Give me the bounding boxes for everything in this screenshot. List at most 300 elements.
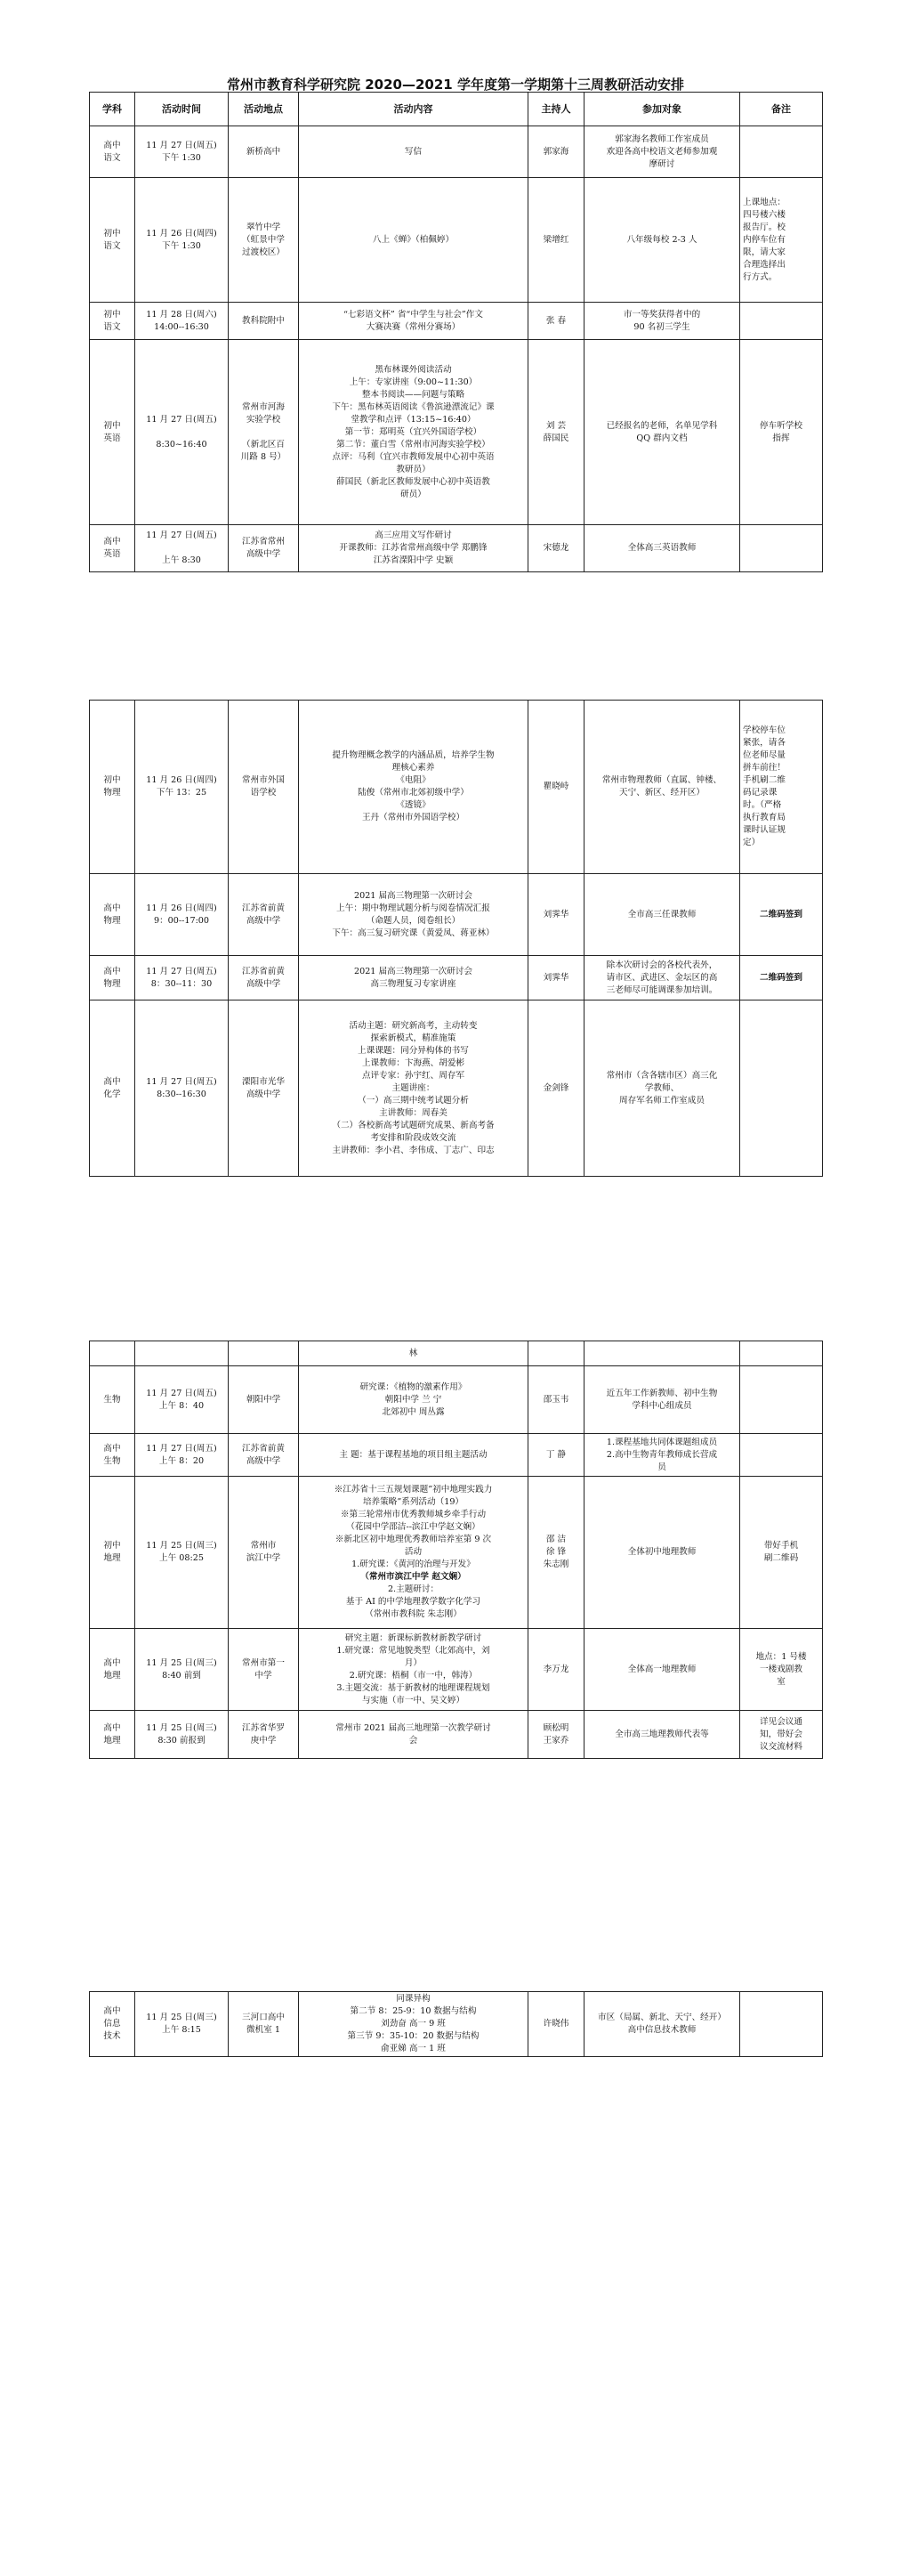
- time-text: 上午 08:25: [159, 1553, 204, 1563]
- content-text: （常州市滨江中学 赵文娴）: [360, 1572, 466, 1582]
- subject-text: 语文: [103, 152, 121, 163]
- content-cell: [299, 340, 528, 525]
- participants-cell: [584, 303, 740, 340]
- content-text: 主题讲座：: [391, 1082, 435, 1093]
- content-text: ※第三轮常州市优秀教师城乡牵手行动: [340, 1510, 487, 1519]
- column-header: 活动地点: [229, 93, 299, 126]
- participants-cell: [584, 1629, 740, 1711]
- subject-text: 地理: [103, 1735, 121, 1746]
- content-text: 3.主题交流：基于新教材的地理课程规划: [336, 1682, 490, 1693]
- note-cell: [740, 126, 823, 178]
- subject-cell: [90, 1711, 135, 1759]
- subject-cell: [90, 701, 135, 874]
- time-text: 11 月 28 日(周六): [146, 309, 217, 320]
- content-cell: [299, 701, 528, 874]
- content-text: 第三节 9：35-10：20 数据与结构: [347, 2031, 480, 2041]
- content-text: 堂教学和点评（13:15~16:40）: [351, 414, 476, 425]
- host-text: 张 春: [545, 315, 567, 326]
- note-text: 定）: [743, 838, 761, 847]
- note-cell: [740, 178, 823, 303]
- time-text: 11 月 25 日(周三): [146, 1657, 217, 1668]
- time-text: 8:30 前报到: [157, 1735, 206, 1746]
- subject-text: 高中: [103, 1443, 121, 1454]
- schedule-table-2: [89, 700, 823, 1177]
- subject-cell: [90, 1366, 135, 1434]
- place-text: 微机室 1: [246, 2025, 280, 2035]
- note-cell: [740, 1711, 823, 1759]
- table-row: [90, 525, 823, 572]
- note-text: 位老师尽量: [743, 750, 786, 760]
- content-text: 会: [408, 1735, 418, 1746]
- blank-cell: [90, 1341, 135, 1366]
- content-cell: [299, 1341, 528, 1366]
- content-text: 整本书阅读——问题与策略: [361, 389, 465, 400]
- place-text: （新北区百: [242, 439, 285, 450]
- note-text: 停车听学校: [760, 420, 802, 431]
- subject-text: 物理: [103, 978, 121, 989]
- subject-text: 高中: [103, 537, 121, 547]
- place-text: 高级中学: [246, 1089, 281, 1099]
- note-text: 拼车前往！: [743, 763, 786, 773]
- note-text: 执行教育局: [743, 813, 786, 822]
- place-cell: [229, 178, 299, 303]
- content-text: 1.研究课：《黄河的治理与开发》: [351, 1559, 475, 1569]
- participants-text: 已经报名的老师，名单见学科: [606, 420, 718, 431]
- blank-cell: [229, 1341, 299, 1366]
- note-cell: [740, 1434, 823, 1477]
- content-text: 第二节 8：25-9：10 数据与结构: [350, 2006, 477, 2016]
- note-text: 行方式。: [743, 271, 778, 282]
- place-cell: [229, 956, 299, 1000]
- time-text: 11 月 26 日(周四): [146, 903, 217, 913]
- content-text: （常州市教科院 朱志刚）: [365, 1609, 462, 1619]
- table-row: [90, 340, 823, 525]
- column-header: 学科: [90, 93, 135, 126]
- content-cell: [299, 303, 528, 340]
- participants-text: 学教师、: [644, 1082, 680, 1093]
- content-cell: [299, 126, 528, 178]
- content-text: 上午：期中物理试题分析与阅卷情况汇报: [336, 903, 490, 913]
- place-cell: [229, 874, 299, 956]
- note-text: 上课地点：: [743, 197, 786, 207]
- table-header-row: [90, 93, 823, 126]
- time-text: [138, 426, 225, 439]
- host-text: 邵 洁: [545, 1535, 567, 1544]
- participants-text: 周存军名师工作室成员: [619, 1095, 705, 1106]
- host-text: 邵玉韦: [543, 1394, 569, 1405]
- host-cell: [528, 1000, 584, 1177]
- place-text: 常州市河海: [242, 401, 285, 412]
- note-text: 码记录课: [743, 788, 778, 798]
- note-cell: [740, 340, 823, 525]
- subject-cell: [90, 1434, 135, 1477]
- host-cell: [528, 303, 584, 340]
- time-text: 11 月 27 日(周五): [146, 414, 217, 425]
- content-text: （一）高三期中统考试题分析: [358, 1095, 469, 1106]
- note-text: 详见会议通: [760, 1716, 802, 1727]
- host-cell: [528, 126, 584, 178]
- host-text: 瞿晓峙: [543, 782, 569, 791]
- participants-cell: [584, 874, 740, 956]
- note-text: 室: [777, 1676, 786, 1687]
- participants-text: 近五年工作新教师、初中生物: [606, 1388, 718, 1398]
- place-text: 江苏省前黄: [242, 903, 285, 913]
- time-cell: [135, 126, 229, 178]
- time-text: 11 月 27 日(周五): [146, 1076, 217, 1087]
- note-text: 一楼戏剧教: [760, 1664, 802, 1674]
- place-cell: [229, 1366, 299, 1434]
- table-row: [90, 1341, 823, 1366]
- content-text: 《透镜》: [396, 800, 431, 810]
- content-cell: [299, 1000, 528, 1177]
- place-text: 翠竹中学: [246, 222, 281, 232]
- participants-cell: [584, 1000, 740, 1177]
- participants-text: 常州市物理教师（直属、钟楼、: [601, 775, 722, 785]
- time-text: 上午 8：20: [158, 1455, 205, 1466]
- participants-text: 2.高中生物青年教师成长营成: [606, 1449, 718, 1460]
- place-text: （虹景中学: [242, 234, 285, 245]
- host-text: 梁增红: [543, 234, 569, 245]
- place-text: 江苏省前黄: [242, 1443, 285, 1454]
- place-text: 常州市第一: [242, 1657, 285, 1668]
- host-text: 刘 芸: [545, 420, 567, 431]
- host-text: 郭家海: [543, 146, 569, 157]
- schedule-table-3: [89, 1341, 823, 1759]
- table-row: [90, 1629, 823, 1711]
- note-text: 带好手机: [763, 1541, 799, 1551]
- content-text: 点评专家：孙宇红、周存军: [361, 1070, 465, 1081]
- content-text: 王丹（常州市外国语学校）: [361, 813, 465, 822]
- note-cell: [740, 1629, 823, 1711]
- content-text: 八上《蝉》（柏佩婷）: [372, 234, 455, 245]
- subject-text: 英语: [103, 549, 121, 559]
- place-cell: [229, 1711, 299, 1759]
- time-cell: [135, 340, 229, 525]
- note-text: 地点：1 号楼: [755, 1651, 807, 1662]
- note-text: 报告厅。校: [743, 222, 786, 232]
- column-header: 主持人: [528, 93, 584, 126]
- content-text: 下午：高三复习研究课（黄爱凤、蒋亚林）: [332, 928, 495, 938]
- time-text: 14:00--16:30: [154, 321, 209, 332]
- place-text: 高级中学: [246, 1455, 281, 1466]
- place-cell: [229, 1629, 299, 1711]
- page-title: 常州市教育科学研究院 2020—2021 学年度第一学期第十三周教研活动安排: [227, 77, 684, 93]
- content-text: 高三物理复习专家讲座: [370, 978, 456, 989]
- host-cell: [528, 874, 584, 956]
- content-text: 研究主题：新课标新教材新教学研讨: [344, 1632, 482, 1643]
- content-text: 刘劲奋 高一 9 班: [381, 2019, 446, 2029]
- participants-text: 全市高三地理教师代表等: [615, 1729, 709, 1739]
- time-cell: [135, 303, 229, 340]
- place-text: 三河口高中: [242, 2013, 285, 2022]
- subject-text: 技术: [103, 2031, 121, 2041]
- place-text: 江苏省华罗: [242, 1722, 285, 1733]
- content-text: 林: [408, 1348, 418, 1358]
- content-text: 开课教师：江苏省常州高级中学 郑鹏锋: [339, 543, 488, 553]
- participants-text: 郭家海名教师工作室成员: [615, 134, 709, 144]
- schedule-table-4: [89, 1991, 823, 2057]
- subject-cell: [90, 1629, 135, 1711]
- host-cell: [528, 1629, 584, 1711]
- time-cell: [135, 1629, 229, 1711]
- note-text: 紧张，请各: [743, 738, 786, 748]
- content-cell: [299, 1434, 528, 1477]
- time-cell: [135, 1000, 229, 1177]
- place-text: 常州市: [250, 1541, 277, 1551]
- host-cell: [528, 701, 584, 874]
- note-cell: [740, 525, 823, 572]
- content-text: 大赛决赛（常州分赛场）: [366, 321, 461, 332]
- time-cell: [135, 1477, 229, 1629]
- subject-text: 英语: [103, 433, 121, 443]
- content-text: 第二节：董白雪（常州市河海实验学校）: [336, 439, 490, 450]
- place-text: 新桥高中: [246, 146, 281, 157]
- time-text: 下午 1:30: [162, 152, 201, 163]
- content-cell: [299, 1711, 528, 1759]
- place-text: 教科院附中: [242, 315, 285, 326]
- time-text: 8:30~16:40: [156, 439, 207, 450]
- content-text: 提升物理概念教学的内涵品质，培养学生物: [332, 750, 495, 760]
- place-text: 实验学校: [246, 414, 281, 425]
- blank-cell: [135, 1341, 229, 1366]
- content-text: 下午：黑布林英语阅读《鲁滨逊漂流记》课: [332, 401, 495, 412]
- place-cell: [229, 1000, 299, 1177]
- time-text: 8:40 前到: [162, 1670, 201, 1681]
- subject-text: 高中: [103, 140, 121, 150]
- table-row: [90, 1434, 823, 1477]
- subject-text: 语文: [103, 240, 121, 251]
- participants-text: QQ 群内文档: [636, 433, 688, 443]
- subject-cell: [90, 126, 135, 178]
- subject-text: 高中: [103, 1076, 121, 1087]
- place-text: [231, 426, 295, 439]
- subject-text: 地理: [103, 1670, 121, 1681]
- subject-cell: [90, 1477, 135, 1629]
- schedule-table-1: [89, 92, 823, 572]
- host-text: 李万龙: [543, 1664, 569, 1674]
- note-cell: [740, 874, 823, 956]
- participants-cell: [584, 178, 740, 303]
- place-text: 江苏省前黄: [242, 966, 285, 976]
- content-text: 月）: [404, 1657, 423, 1668]
- time-text: [138, 542, 225, 555]
- subject-text: 高中: [103, 903, 121, 913]
- place-cell: [229, 1992, 299, 2057]
- content-text: 研员）: [400, 489, 426, 499]
- table-row: [90, 178, 823, 303]
- subject-cell: [90, 874, 135, 956]
- time-text: 9：00--17:00: [153, 915, 210, 926]
- content-text: 上午：专家讲座（9:00~11:30）: [349, 377, 478, 387]
- subject-text: 初中: [103, 775, 121, 785]
- place-cell: [229, 303, 299, 340]
- content-text: 《电阻》: [396, 775, 431, 785]
- table-row: [90, 1477, 823, 1629]
- note-text: 学校停车位: [743, 725, 786, 735]
- subject-text: 语文: [103, 321, 121, 332]
- subject-text: 信息: [103, 2019, 121, 2029]
- time-text: 11 月 26 日(周四): [146, 775, 217, 785]
- participants-text: 学科中心组成员: [632, 1400, 692, 1411]
- participants-cell: [584, 525, 740, 572]
- time-cell: [135, 956, 229, 1000]
- content-text: 2021 届高三物理第一次研讨会: [354, 966, 472, 976]
- content-text: 1.研究课：常见地貌类型（北郊高中，刘: [336, 1645, 490, 1656]
- content-text: 朝阳中学 兰 宁: [384, 1394, 442, 1405]
- host-text: 丁 静: [545, 1449, 567, 1460]
- content-text: 北郊初中 周丛露: [382, 1406, 445, 1417]
- content-cell: [299, 1366, 528, 1434]
- place-text: 江苏省常州: [242, 537, 285, 547]
- place-cell: [229, 525, 299, 572]
- participants-text: 八年级每校 2-3 人: [626, 234, 697, 245]
- content-cell: [299, 956, 528, 1000]
- time-text: 11 月 27 日(周五): [146, 1388, 217, 1398]
- place-text: 溧阳市光华: [242, 1076, 285, 1087]
- participants-text: 1.课程基地共同体课题组成员: [606, 1437, 718, 1447]
- place-text: 滨江中学: [246, 1553, 281, 1563]
- subject-text: 高中: [103, 2006, 121, 2016]
- participants-cell: [584, 340, 740, 525]
- time-text: 8:30--16:30: [157, 1089, 206, 1099]
- time-text: 上午 8:15: [162, 2025, 201, 2035]
- table-row: [90, 1366, 823, 1434]
- content-text: ※新北区初中地理优秀教师培养室第 9 次: [335, 1535, 492, 1544]
- participants-text: 全市高三任课教师: [627, 909, 697, 919]
- time-text: 11 月 27 日(周五): [146, 531, 217, 540]
- participants-text: 全体高一地理教师: [627, 1664, 697, 1674]
- subject-text: 初中: [103, 1541, 121, 1551]
- content-text: 研究课：《植物的激素作用》: [359, 1381, 467, 1392]
- participants-text: 高中信息技术教师: [627, 2025, 697, 2035]
- host-text: 许晓伟: [543, 2019, 569, 2029]
- blank-cell: [528, 1341, 584, 1366]
- content-text: 2.研究课：梧桐（市一中，韩涛）: [349, 1670, 478, 1681]
- time-text: 上午 8：40: [158, 1400, 205, 1411]
- participants-cell: [584, 1434, 740, 1477]
- place-text: 语学校: [250, 788, 277, 798]
- place-text: 过渡校区）: [242, 247, 285, 257]
- host-cell: [528, 525, 584, 572]
- participants-cell: [584, 1477, 740, 1629]
- place-cell: [229, 1477, 299, 1629]
- time-cell: [135, 874, 229, 956]
- note-text: 指挥: [772, 433, 790, 443]
- time-text: 11 月 25 日(周三): [146, 1722, 217, 1733]
- content-text: 同课异构: [396, 1994, 431, 2004]
- content-cell: [299, 874, 528, 956]
- note-text: 刷二维码: [763, 1553, 799, 1563]
- participants-text: 三老师尽可能调课参加培训。: [606, 984, 718, 995]
- subject-text: 初中: [103, 309, 121, 320]
- table-row: [90, 874, 823, 956]
- participants-text: 欢迎各高中校语文老师参加观: [606, 146, 718, 157]
- subject-text: 高中: [103, 1722, 121, 1733]
- table-row: [90, 1000, 823, 1177]
- time-cell: [135, 178, 229, 303]
- participants-cell: [584, 1992, 740, 2057]
- table-row: [90, 303, 823, 340]
- time-cell: [135, 525, 229, 572]
- host-cell: [528, 956, 584, 1000]
- note-text: 合理选择出: [743, 259, 786, 270]
- subject-text: 生物: [103, 1455, 121, 1466]
- note-text: 四号楼六楼: [743, 209, 786, 220]
- participants-text: 天宁、新区、经开区）: [619, 788, 705, 798]
- content-text: 主讲教师：周春美: [379, 1107, 447, 1118]
- blank-cell: [740, 1341, 823, 1366]
- content-text: 上课课题：同分异构体的书写: [358, 1045, 469, 1056]
- time-text: 11 月 25 日(周三): [146, 2013, 217, 2022]
- note-text: 议交流材料: [760, 1741, 802, 1752]
- time-text: 上午 8:30: [162, 555, 201, 565]
- content-cell: [299, 1992, 528, 2057]
- table-row: [90, 1711, 823, 1759]
- time-text: 11 月 25 日(周三): [146, 1541, 217, 1551]
- host-text: 宋德龙: [543, 543, 569, 553]
- content-text: 考安排和阶段成效交流: [370, 1132, 456, 1143]
- content-text: 上课教师：卞海燕、胡爱彬: [361, 1057, 465, 1068]
- content-text: 常州市 2021 届高三地理第一次教学研讨: [335, 1722, 491, 1733]
- time-text: 11 月 27 日(周五): [146, 966, 217, 976]
- subject-text: 地理: [103, 1553, 121, 1563]
- content-text: 与实施（市一中、吴文婷）: [361, 1695, 465, 1705]
- subject-cell: [90, 525, 135, 572]
- note-cell: [740, 303, 823, 340]
- place-cell: [229, 340, 299, 525]
- note-text: 课时认证规: [743, 825, 786, 835]
- participants-cell: [584, 956, 740, 1000]
- content-cell: [299, 525, 528, 572]
- content-text: 薛国民（新北区教师发展中心初中英语教: [336, 476, 490, 487]
- content-text: （命题人员，阅卷组长）: [366, 915, 461, 926]
- host-text: 徐 锋: [545, 1547, 567, 1557]
- note-cell: [740, 956, 823, 1000]
- time-cell: [135, 1711, 229, 1759]
- subject-text: 初中: [103, 228, 121, 239]
- place-cell: [229, 1434, 299, 1477]
- host-cell: [528, 1711, 584, 1759]
- column-header: 参加对象: [584, 93, 740, 126]
- note-text: 时。（严格: [743, 800, 782, 810]
- subject-cell: [90, 178, 135, 303]
- note-text: 手机刷二维: [743, 775, 786, 785]
- time-text: 下午 1:30: [162, 240, 201, 251]
- participants-text: 除本次研讨会的各校代表外，: [606, 960, 718, 970]
- host-cell: [528, 1992, 584, 2057]
- content-cell: [299, 178, 528, 303]
- column-header: 活动内容: [299, 93, 528, 126]
- host-text: 朱志刚: [543, 1559, 569, 1569]
- table-row: [90, 956, 823, 1000]
- participants-cell: [584, 126, 740, 178]
- place-text: 高级中学: [246, 978, 281, 989]
- host-text: 王家乔: [543, 1735, 569, 1746]
- participants-text: 全体初中地理教师: [627, 1547, 697, 1557]
- subject-cell: [90, 956, 135, 1000]
- content-cell: [299, 1477, 528, 1629]
- note-text: 限，请大家: [743, 247, 786, 257]
- participants-text: 常州市（含各辖市区）高三化: [606, 1070, 718, 1081]
- participants-cell: [584, 1366, 740, 1434]
- subject-text: 物理: [103, 915, 121, 926]
- time-cell: [135, 1992, 229, 2057]
- place-text: 朝阳中学: [246, 1394, 281, 1405]
- note-cell: [740, 1366, 823, 1434]
- column-header: 备注: [740, 93, 823, 126]
- time-text: 11 月 27 日(周五): [146, 140, 217, 150]
- place-text: 庚中学: [250, 1735, 277, 1746]
